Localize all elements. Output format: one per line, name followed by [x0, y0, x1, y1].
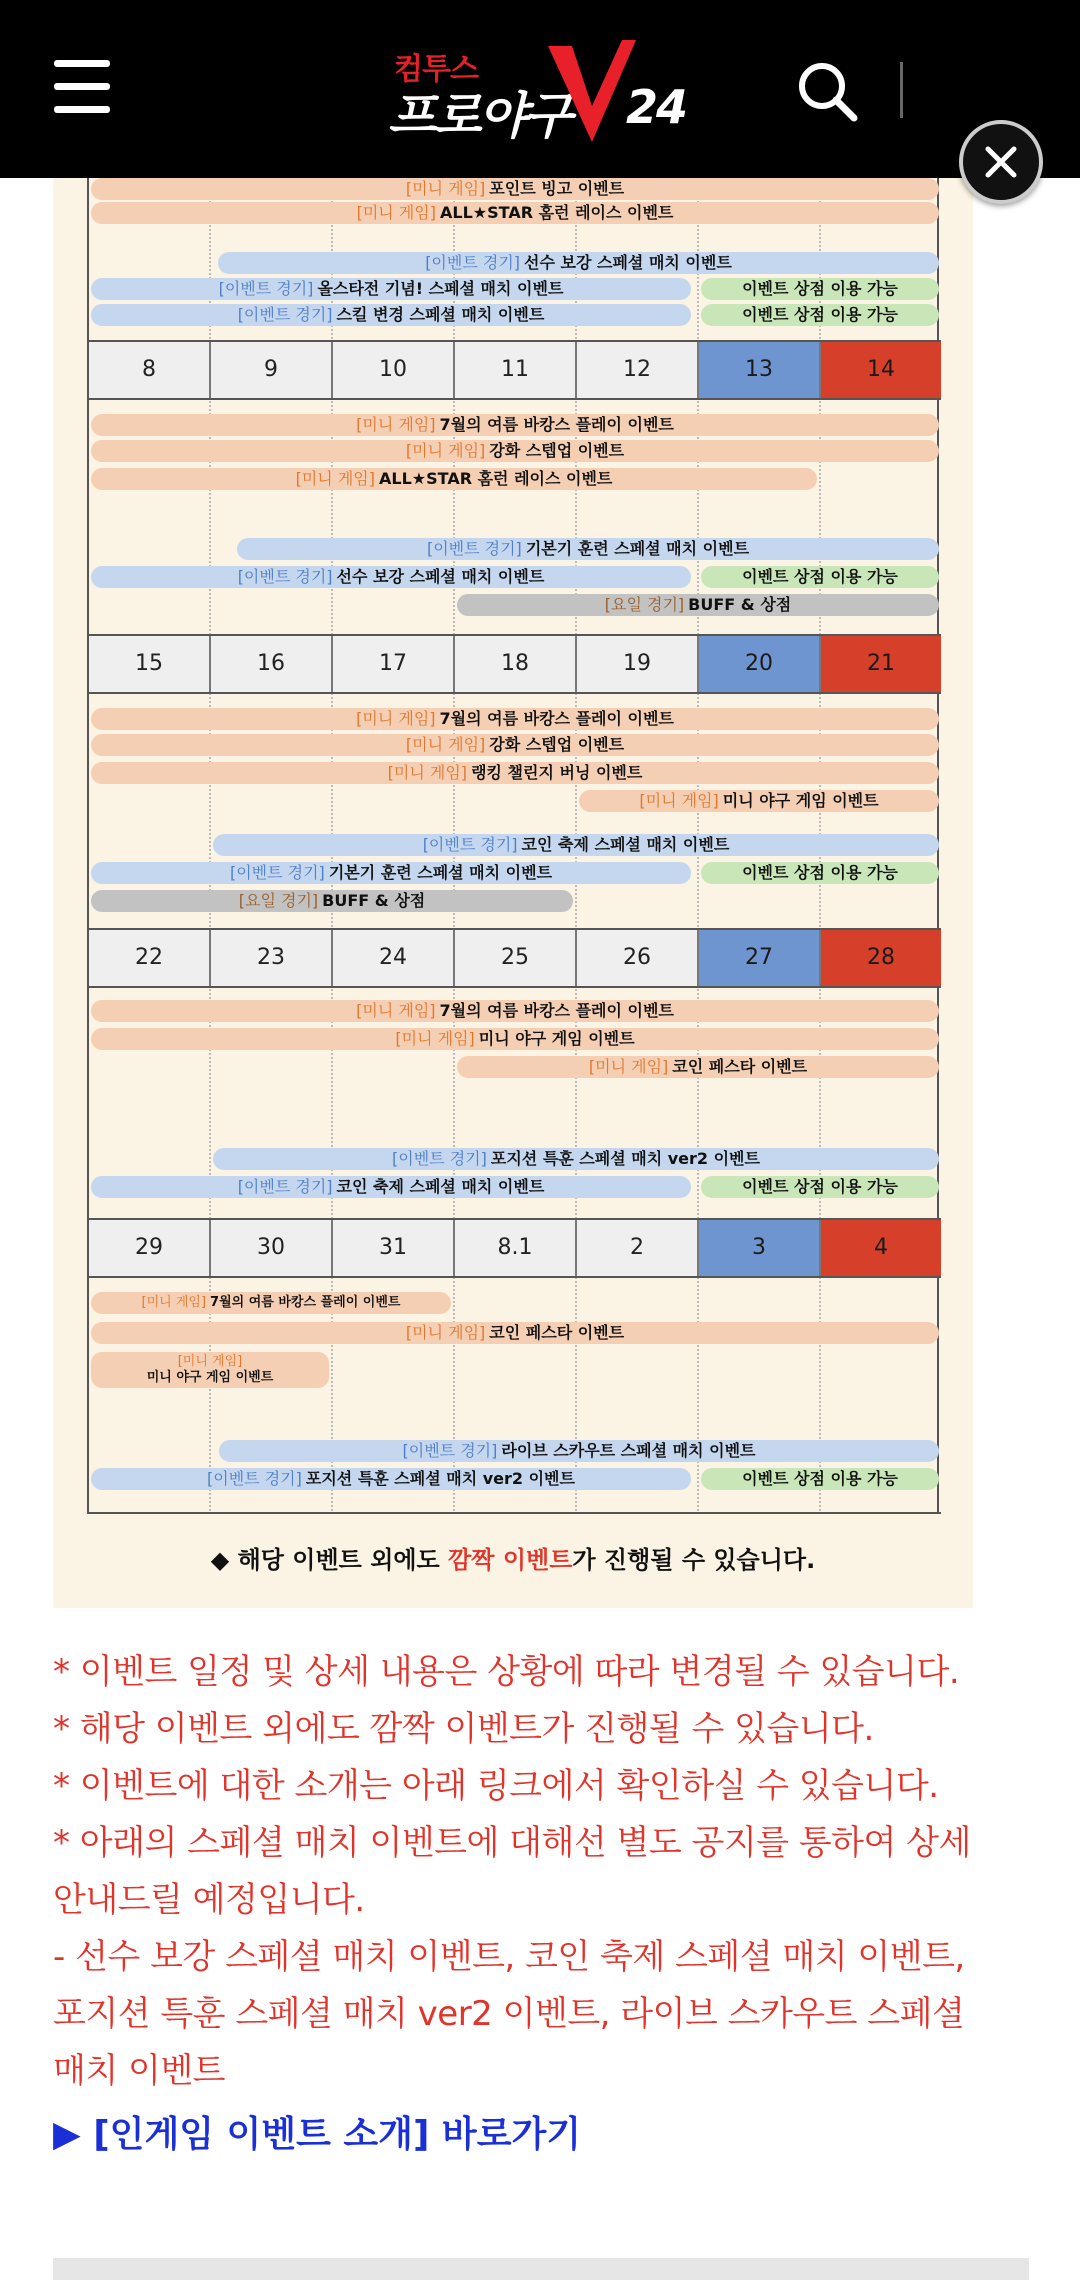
event-bar: [미니 게임] 7월의 여름 바캉스 플레이 이벤트: [91, 414, 939, 436]
event-bar: [미니 게임] 포인트 빙고 이벤트: [91, 178, 939, 200]
date-row: 15 16 17 18 19 20 21: [89, 634, 941, 694]
event-bar: [미니 게임] 미니 야구 게임 이벤트: [579, 790, 939, 812]
search-icon[interactable]: [796, 60, 860, 124]
event-bar: [이벤트 경기] 올스타전 기념! 스페셜 매치 이벤트: [91, 278, 691, 300]
date-row: 29 30 31 8.1 2 3 4: [89, 1218, 941, 1278]
event-bar: [이벤트 경기] 코인 축제 스페셜 매치 이벤트: [213, 834, 939, 856]
event-bar: [이벤트 경기] 스킬 변경 스페셜 매치 이벤트: [91, 304, 691, 326]
bottom-panel: [53, 2258, 1029, 2280]
event-bar: [미니 게임] 7월의 여름 바캉스 플레이 이벤트: [91, 1000, 939, 1022]
notice-line: * 이벤트 일정 및 상세 내용은 상황에 따라 변경될 수 있습니다.: [53, 1652, 960, 1692]
event-bar: [미니 게임] ALL★STAR 홈런 레이스 이벤트: [91, 202, 939, 224]
event-bar: [미니 게임] 강화 스텝업 이벤트: [91, 734, 939, 756]
notice-line: 매치 이벤트: [53, 2051, 226, 2091]
shop-bar: 이벤트 상점 이용 가능: [701, 278, 939, 300]
v-logo-icon: [546, 40, 636, 144]
shop-bar: 이벤트 상점 이용 가능: [701, 1176, 939, 1198]
shop-bar: 이벤트 상점 이용 가능: [701, 566, 939, 588]
shop-bar: 이벤트 상점 이용 가능: [701, 304, 939, 326]
event-bar: [미니 게임] 7월의 여름 바캉스 플레이 이벤트: [91, 708, 939, 730]
event-bar: [이벤트 경기] 포지션 특훈 스페셜 매치 ver2 이벤트: [91, 1468, 691, 1490]
event-calendar: [53, 178, 973, 1608]
event-bar: [미니 게임] 미니 야구 게임 이벤트: [91, 1028, 939, 1050]
logo[interactable]: 컴투스 프로야구 24: [388, 40, 688, 150]
notice-line: 포지션 특훈 스페셜 매치 ver2 이벤트, 라이브 스카우트 스페셜: [53, 1994, 965, 2034]
shop-bar: 이벤트 상점 이용 가능: [701, 862, 939, 884]
date-row: 22 23 24 25 26 27 28: [89, 928, 941, 988]
event-intro-link[interactable]: ▶ [인게임 이벤트 소개] 바로가기: [53, 2114, 582, 2155]
notice-line: * 아래의 스페셜 매치 이벤트에 대해선 별도 공지를 통하여 상세: [53, 1823, 971, 1863]
event-bar: [미니 게임] 미니 야구 게임 이벤트: [91, 1352, 329, 1388]
event-bar: [이벤트 경기] 선수 보강 스페셜 매치 이벤트: [91, 566, 691, 588]
notice-list: [53, 1644, 1033, 2100]
calendar-grid: [87, 178, 939, 1514]
event-bar: [이벤트 경기] 기본기 훈련 스페셜 매치 이벤트: [237, 538, 939, 560]
header-divider: [900, 62, 903, 118]
event-bar: [미니 게임] 랭킹 챌린지 버닝 이벤트: [91, 762, 939, 784]
event-bar: [미니 게임] ALL★STAR 홈런 레이스 이벤트: [91, 468, 817, 490]
close-button[interactable]: [959, 120, 1043, 204]
event-bar: [미니 게임] 7월의 여름 바캉스 플레이 이벤트: [91, 1292, 451, 1314]
shop-bar: 이벤트 상점 이용 가능: [701, 1468, 939, 1490]
calendar-footnote: ◆ 해당 이벤트 외에도 깜짝 이벤트가 진행될 수 있습니다.: [210, 1546, 816, 1574]
day-match-bar: [요일 경기] BUFF & 상점: [91, 890, 573, 912]
notice-line: * 해당 이벤트 외에도 깜짝 이벤트가 진행될 수 있습니다.: [53, 1709, 874, 1749]
notice-line: - 선수 보강 스페셜 매치 이벤트, 코인 축제 스페셜 매치 이벤트,: [53, 1937, 965, 1977]
date-row: 8 9 10 11 12 13 14: [89, 340, 941, 400]
calendar-bottom-border: [89, 1512, 941, 1514]
event-bar: [이벤트 경기] 포지션 특훈 스페셜 매치 ver2 이벤트: [213, 1148, 939, 1170]
event-bar: [미니 게임] 강화 스텝업 이벤트: [91, 440, 939, 462]
app-header: [0, 0, 1080, 178]
event-bar: [이벤트 경기] 선수 보강 스페셜 매치 이벤트: [218, 252, 939, 274]
notice-line: * 이벤트에 대한 소개는 아래 링크에서 확인하실 수 있습니다.: [53, 1766, 939, 1806]
menu-icon[interactable]: [54, 60, 110, 114]
event-bar: [이벤트 경기] 기본기 훈련 스페셜 매치 이벤트: [91, 862, 691, 884]
event-bar: [미니 게임] 코인 페스타 이벤트: [457, 1056, 939, 1078]
notice-line: 안내드릴 예정입니다.: [53, 1880, 365, 1920]
close-icon: [985, 146, 1017, 178]
day-match-bar: [요일 경기] BUFF & 상점: [457, 594, 939, 616]
event-bar: [미니 게임] 코인 페스타 이벤트: [91, 1322, 939, 1344]
event-bar: [이벤트 경기] 코인 축제 스페셜 매치 이벤트: [91, 1176, 691, 1198]
event-bar: [이벤트 경기] 라이브 스카우트 스페셜 매치 이벤트: [219, 1440, 939, 1462]
